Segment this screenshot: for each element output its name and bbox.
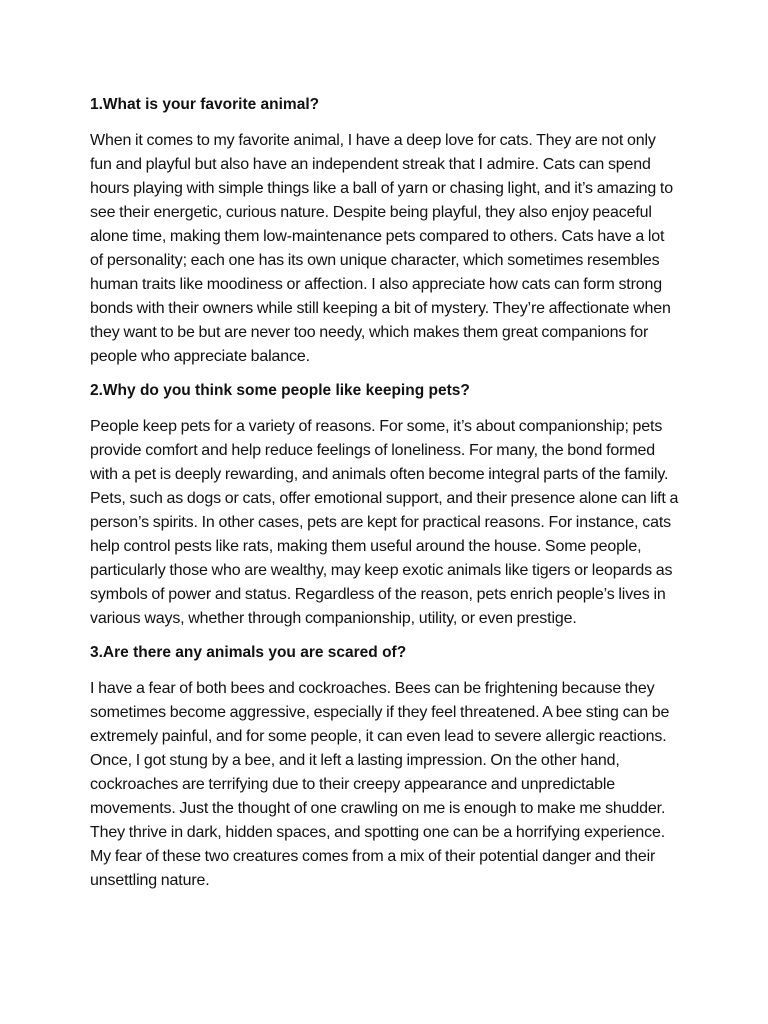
question-heading: 2.Why do you think some people like keeping pets? [90,382,470,399]
answer-paragraph: People keep pets for a variety of reasons. For some, it’s about companionship; pets provide comfort and help reduce feelings of loneliness. For many, the bond formed with a pet is deeply rewarding, and animals often become integral parts of the family. Pets, such as dogs or cats, offer emotional support, and their presence alone can lift a person’s spirits. In other cases, pets are kept for practical reasons. For instance, cats help control pests like rats, making them useful around the house. Some people, particularly those who are wealthy, may keep exotic animals like tigers or leopards as symbols of power and status. Regardless of the reason, pets enrich people’s lives in various ways, whether through companionship, utility, or even prestige. [90,418,679,627]
answer-paragraph: When it comes to my favorite animal, I have a deep love for cats. They are not only fun and playful but also have an independent streak that I admire. Cats can spend hours playing with simple things like a ball of yarn or chasing light, and it’s amazing to see their energetic, curious nature. Despite being playful, they also enjoy peaceful alone time, making them low-maintenance pets compared to others. Cats have a lot of personality; each one has its own unique character, which sometimes resembles human traits like moodiness or affection. I also appreciate how cats can form strong bonds with their owners while still keeping a bit of mystery. They’re affectionate when they want to be but are never too needy, which makes them great companions for people who appreciate balance. [90,132,673,365]
qa-section-3 [90,642,680,893]
answer-paragraph: I have a fear of both bees and cockroaches. Bees can be frightening because they sometimes become aggressive, especially if they feel threatened. A bee sting can be extremely painful, and for some people, it can even lead to severe allergic reactions. Once, I got stung by a bee, and it left a lasting impression. On the other hand, cockroaches are terrifying due to their creepy appearance and unpredictable movements. Just the thought of one crawling on me is enough to make me shudder. They thrive in dark, hidden spaces, and spotting one can be a horrifying experience. My fear of these two creatures comes from a mix of their potential danger and their unsettling nature. [90,680,670,889]
question-heading: 1.What is your favorite animal? [90,96,320,113]
qa-section-1 [90,94,680,369]
qa-section-2 [90,380,680,631]
question-heading: 3.Are there any animals you are scared of? [90,644,407,661]
